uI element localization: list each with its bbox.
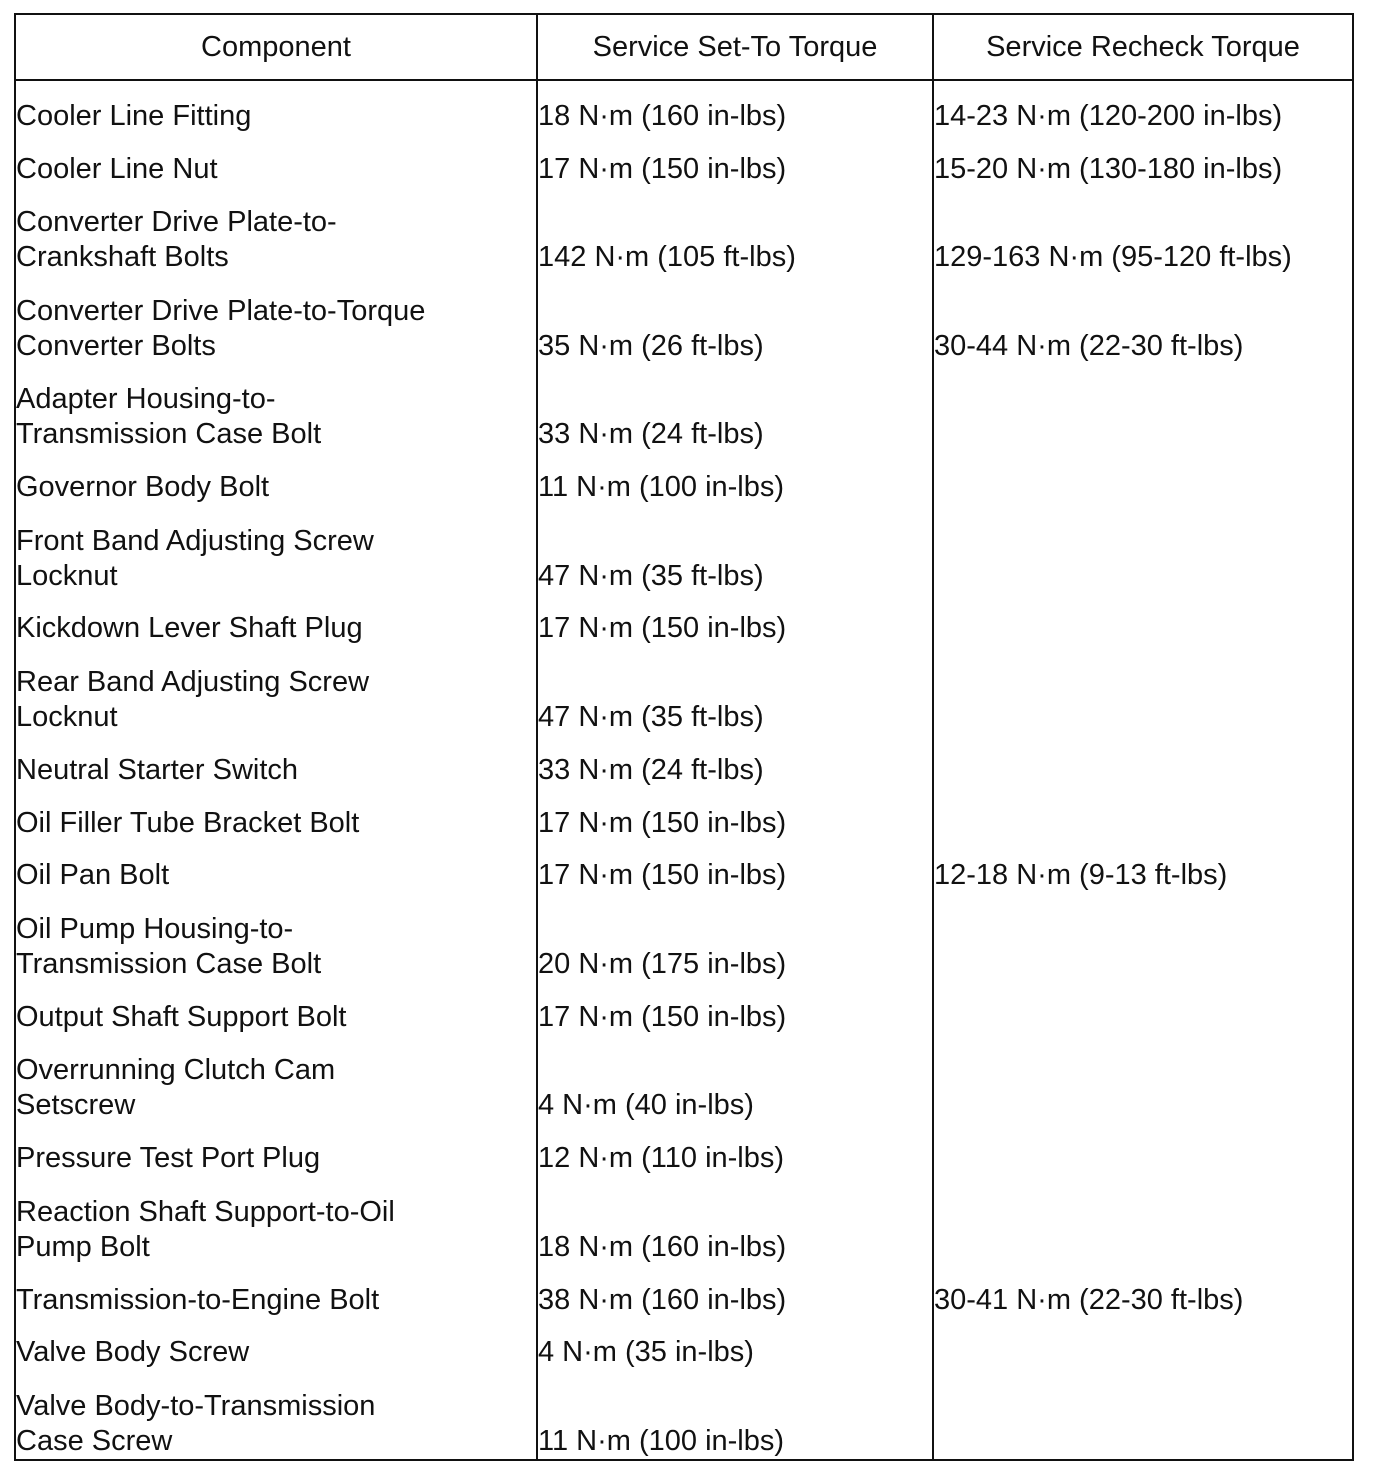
component-name-line: Rear Band Adjusting Screw [16, 665, 370, 698]
table-row [15, 735, 1353, 788]
set-to-torque-cell: 18 N·m (160 in-lbs) [537, 80, 933, 134]
table-row [15, 594, 1353, 647]
header-component: Component [15, 14, 537, 80]
component-name-line: Reaction Shaft Support-to-Oil [16, 1195, 395, 1228]
recheck-torque-cell [933, 788, 1353, 841]
table-row [15, 275, 1353, 363]
component-name-line: Pump Bolt [16, 1230, 150, 1263]
set-to-torque-cell: 33 N·m (24 ft-lbs) [537, 735, 933, 788]
table-row [15, 364, 1353, 452]
component-cell [15, 80, 537, 134]
recheck-torque-cell: 12-18 N·m (9-13 ft-lbs) [934, 859, 1228, 892]
table-row [15, 1176, 1353, 1264]
component-cell [15, 1370, 537, 1460]
table-row [15, 1318, 1353, 1371]
table-row [15, 1265, 1353, 1318]
set-to-torque-cell: 11 N·m (100 in-lbs) [537, 452, 933, 505]
component-cell [15, 1035, 537, 1123]
component-name-line: Adapter Housing-to- [16, 383, 276, 416]
component-cell [15, 364, 537, 452]
component-name-line: Converter Drive Plate-to- [16, 206, 337, 239]
component-cell [15, 452, 537, 505]
set-to-torque-cell: 17 N·m (150 in-lbs) [537, 594, 933, 647]
set-to-torque-cell: 17 N·m (150 in-lbs) [537, 134, 933, 187]
component-name-line: Transmission Case Bolt [16, 947, 322, 980]
component-cell [15, 646, 537, 734]
table-row [15, 893, 1353, 981]
set-to-torque-cell: 17 N·m (150 in-lbs) [537, 788, 933, 841]
recheck-torque-cell [933, 1035, 1353, 1123]
set-to-torque-cell: 35 N·m (26 ft-lbs) [537, 275, 933, 363]
recheck-torque-cell [933, 735, 1353, 788]
component-name-line: Governor Body Bolt [16, 471, 270, 504]
recheck-torque-cell: 15-20 N·m (130-180 in-lbs) [934, 152, 1283, 185]
recheck-torque-cell [933, 1370, 1353, 1460]
component-name-line: Case Screw [16, 1425, 173, 1457]
component-name-line: Transmission Case Bolt [16, 418, 322, 451]
recheck-torque-cell [933, 452, 1353, 505]
table-row [15, 452, 1353, 505]
table-row [15, 1370, 1353, 1460]
component-name-line: Crankshaft Bolts [16, 241, 229, 274]
table-row [15, 646, 1353, 734]
component-name-line: Valve Body-to-Transmission [16, 1390, 376, 1422]
recheck-torque-cell [933, 982, 1353, 1035]
component-name-line: Pressure Test Port Plug [16, 1142, 321, 1175]
component-name-line: Converter Bolts [16, 329, 216, 362]
table-row [15, 134, 1353, 187]
component-cell [15, 1123, 537, 1176]
set-to-torque-cell: 38 N·m (160 in-lbs) [537, 1265, 933, 1318]
component-name-line: Locknut [16, 559, 118, 592]
component-cell [15, 275, 537, 363]
component-name-line: Kickdown Lever Shaft Plug [16, 612, 363, 645]
component-cell [15, 594, 537, 647]
component-cell [15, 982, 537, 1035]
set-to-torque-cell: 4 N·m (35 in-lbs) [537, 1318, 933, 1371]
header-row [15, 14, 1353, 80]
component-cell [15, 134, 537, 187]
table-row [15, 841, 1353, 894]
component-name-line: Oil Pump Housing-to- [16, 912, 294, 945]
component-cell [15, 1265, 537, 1318]
component-name-line: Overrunning Clutch Cam [16, 1054, 336, 1087]
component-name-line: Output Shaft Support Bolt [16, 1000, 347, 1033]
recheck-torque-cell: 30-41 N·m (22-30 ft-lbs) [934, 1283, 1244, 1316]
recheck-torque-cell: 14-23 N·m (120-200 in-lbs) [934, 99, 1283, 132]
set-to-torque-cell: 17 N·m (150 in-lbs) [537, 841, 933, 894]
set-to-torque-cell: 142 N·m (105 ft-lbs) [537, 187, 933, 275]
set-to-torque-cell: 17 N·m (150 in-lbs) [537, 982, 933, 1035]
set-to-torque-cell: 18 N·m (160 in-lbs) [537, 1176, 933, 1264]
table-row [15, 982, 1353, 1035]
header-set-to-torque: Service Set-To Torque [537, 14, 933, 80]
component-name-line: Converter Drive Plate-to-Torque [16, 294, 426, 327]
component-cell [15, 893, 537, 981]
set-to-torque-cell: 20 N·m (175 in-lbs) [537, 893, 933, 981]
component-cell [15, 187, 537, 275]
table-row [15, 505, 1353, 593]
component-name-line: Cooler Line Nut [16, 152, 218, 185]
component-cell [15, 735, 537, 788]
recheck-torque-cell [933, 1318, 1353, 1371]
table-row [15, 788, 1353, 841]
component-name-line: Front Band Adjusting Screw [16, 524, 374, 557]
recheck-torque-cell [933, 505, 1353, 593]
set-to-torque-cell: 12 N·m (110 in-lbs) [537, 1123, 933, 1176]
set-to-torque-cell: 33 N·m (24 ft-lbs) [537, 364, 933, 452]
recheck-torque-cell [933, 1123, 1353, 1176]
component-cell [15, 841, 537, 894]
header-recheck-torque: Service Recheck Torque [933, 14, 1353, 80]
component-name-line: Setscrew [16, 1089, 136, 1122]
component-name-line: Oil Pan Bolt [16, 859, 170, 892]
set-to-torque-cell: 4 N·m (40 in-lbs) [537, 1035, 933, 1123]
recheck-torque-cell: 30-44 N·m (22-30 ft-lbs) [934, 329, 1244, 362]
table-row [15, 1035, 1353, 1123]
set-to-torque-cell: 47 N·m (35 ft-lbs) [537, 646, 933, 734]
component-name-line: Oil Filler Tube Bracket Bolt [16, 806, 360, 839]
component-name-line: Locknut [16, 700, 118, 733]
recheck-torque-cell: 129-163 N·m (95-120 ft-lbs) [934, 241, 1292, 274]
table-body [15, 80, 1353, 1460]
component-cell [15, 788, 537, 841]
recheck-torque-cell [933, 893, 1353, 981]
torque-specifications-table [14, 13, 1354, 1461]
component-name-line: Neutral Starter Switch [16, 753, 299, 786]
component-name-line: Cooler Line Fitting [16, 99, 252, 132]
component-name-line: Valve Body Screw [16, 1336, 250, 1369]
recheck-torque-cell [933, 594, 1353, 647]
recheck-torque-cell [933, 646, 1353, 734]
recheck-torque-cell [933, 1176, 1353, 1264]
set-to-torque-cell: 11 N·m (100 in-lbs) [537, 1370, 933, 1460]
component-cell [15, 1318, 537, 1371]
component-cell [15, 505, 537, 593]
component-name-line: Transmission-to-Engine Bolt [16, 1283, 380, 1316]
table-row [15, 1123, 1353, 1176]
table-row [15, 187, 1353, 275]
table-row [15, 80, 1353, 134]
set-to-torque-cell: 47 N·m (35 ft-lbs) [537, 505, 933, 593]
component-cell [15, 1176, 537, 1264]
recheck-torque-cell [933, 364, 1353, 452]
